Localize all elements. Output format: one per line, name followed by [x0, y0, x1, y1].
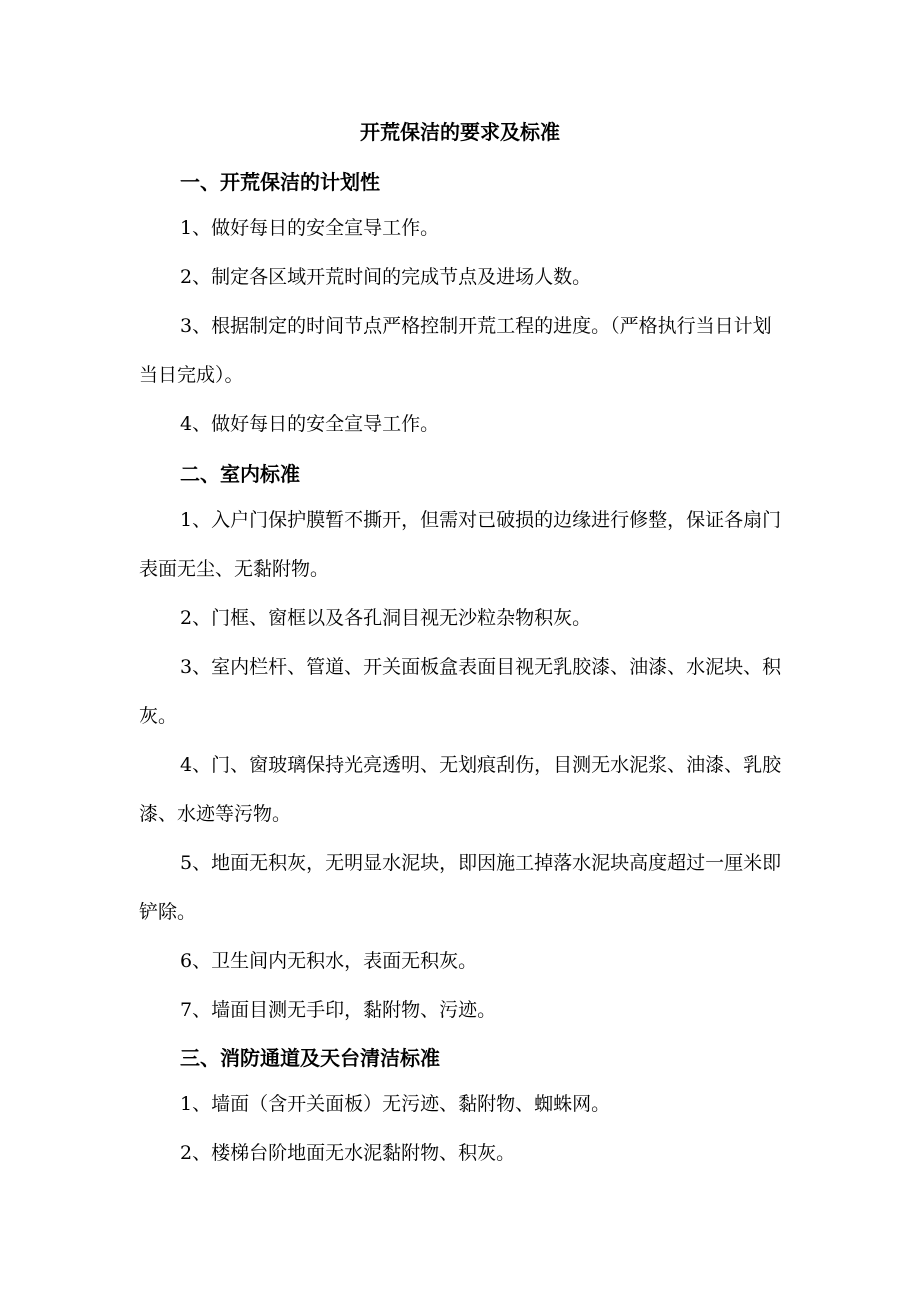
- paragraph: 7、墙面目测无手印，黏附物、污迹。: [180, 999, 497, 1021]
- paragraph: 2、楼梯台阶地面无水泥黏附物、积灰。: [180, 1142, 516, 1164]
- paragraph: 1、墙面（含开关面板）无污迹、黏附物、蜘蛛网。: [180, 1093, 611, 1115]
- paragraph: 3、根据制定的时间节点严格控制开荒工程的进度。（严格执行当日计划当日完成）。: [139, 315, 772, 386]
- document-title: 开荒保洁的要求及标准: [360, 120, 560, 144]
- paragraph: 1、入户门保护膜暂不撕开，但需对已破损的边缘进行修整，保证各扇门表面无尘、无黏附物。: [139, 509, 782, 580]
- section-heading-fire-passage: 三、消防通道及天台清洁标准: [180, 1046, 440, 1070]
- paragraph: 2、制定各区域开荒时间的完成节点及进场人数。: [180, 266, 592, 288]
- paragraph: 4、做好每日的安全宣导工作。: [180, 413, 440, 435]
- paragraph: 3、室内栏杆、管道、开关面板盒表面目视无乳胶漆、油漆、水泥块、积灰。: [139, 656, 782, 727]
- section-heading-planning: 一、开荒保洁的计划性: [180, 170, 380, 194]
- paragraph: 2、门框、窗框以及各孔洞目视无沙粒杂物积灰。: [180, 607, 592, 629]
- paragraph: 4、门、窗玻璃保持光亮透明、无划痕刮伤，目测无水泥浆、油漆、乳胶漆、水迹等污物。: [139, 754, 782, 825]
- section-heading-indoor: 二、室内标准: [180, 462, 300, 486]
- paragraph: 1、做好每日的安全宣导工作。: [180, 217, 440, 239]
- paragraph: 5、地面无积灰，无明显水泥块，即因施工掉落水泥块高度超过一厘米即铲除。: [139, 852, 782, 923]
- paragraph: 6、卫生间内无积水，表面无积灰。: [180, 950, 478, 972]
